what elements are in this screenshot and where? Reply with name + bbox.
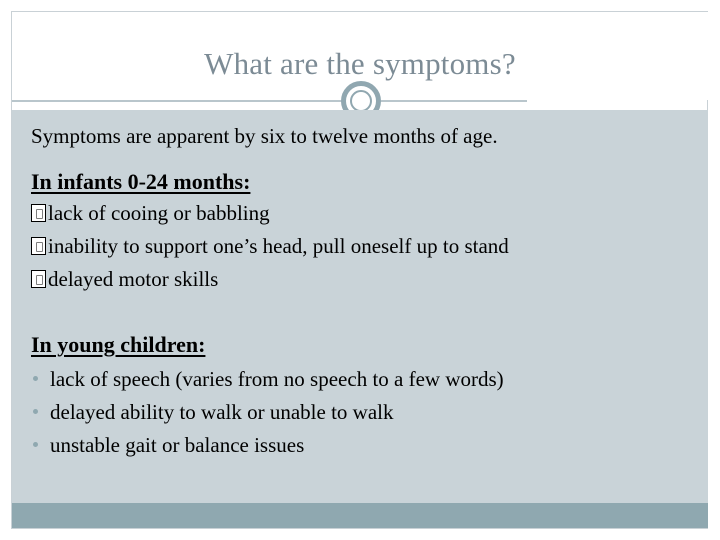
list-item-text: delayed motor skills [48, 267, 219, 291]
list-item-text: unstable gait or balance issues [50, 433, 305, 457]
list-item [30, 363, 504, 396]
box-bullet-icon [31, 270, 46, 288]
list-item [31, 230, 509, 263]
circle-ornament-inner [350, 90, 372, 112]
dot-bullet-icon [33, 409, 38, 414]
slide-title: What are the symptoms? [204, 46, 516, 81]
list-item-text: lack of cooing or babbling [48, 201, 270, 225]
section-heading-children: In young children: [31, 332, 206, 357]
dot-bullet-icon [33, 376, 38, 381]
box-bullet-icon [31, 204, 46, 222]
intro-text: Symptoms are apparent by six to twelve months of age. [31, 124, 498, 148]
box-bullet-icon [31, 237, 46, 255]
list-item-text: inability to support one’s head, pull oneself up to stand [48, 234, 509, 258]
footer-band [12, 503, 708, 528]
list-item [30, 396, 504, 429]
title-divider-right [381, 100, 527, 102]
section-heading-infants: In infants 0-24 months: [31, 169, 251, 194]
list-item [31, 197, 509, 230]
infant-symptom-list [31, 197, 509, 296]
dot-bullet-icon [33, 442, 38, 447]
list-item-text: delayed ability to walk or unable to walk [50, 400, 394, 424]
child-symptom-list [30, 363, 504, 462]
list-item-text: lack of speech (varies from no speech to a few words) [50, 367, 504, 391]
content-panel [12, 110, 708, 503]
list-item [30, 429, 504, 462]
list-item [31, 263, 509, 296]
title-divider-left [12, 100, 341, 102]
